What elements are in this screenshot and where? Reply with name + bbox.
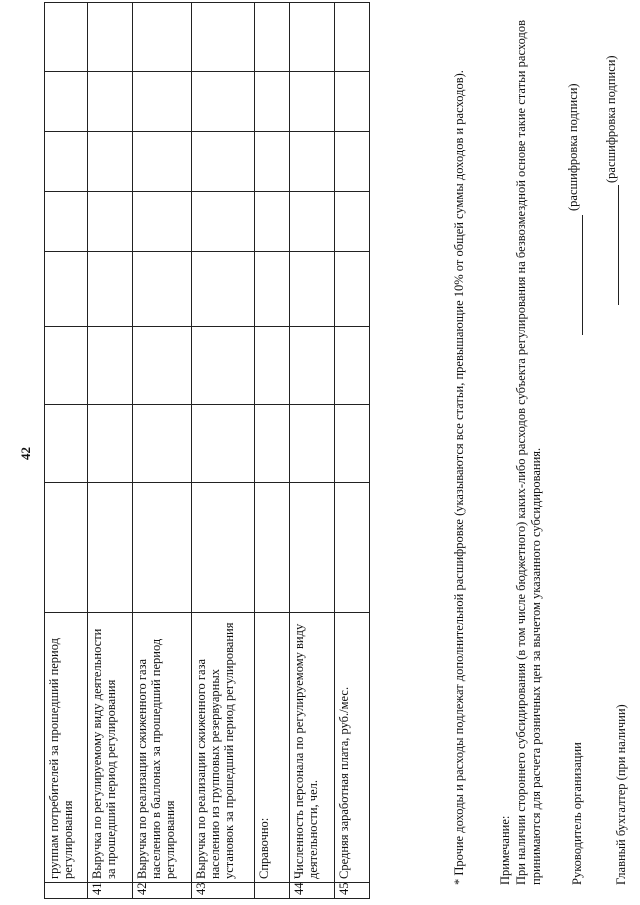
value-cell xyxy=(45,72,88,132)
signature-line-director xyxy=(570,215,583,335)
value-cell xyxy=(45,252,88,327)
data-table xyxy=(44,2,370,899)
value-cell xyxy=(133,405,192,483)
value-cell xyxy=(133,483,192,613)
value-cell xyxy=(45,483,88,613)
row-number xyxy=(45,883,88,899)
table-row xyxy=(88,3,133,899)
row-number: 42 xyxy=(133,883,192,899)
signature-role-director: Руководитель организации xyxy=(570,742,584,885)
value-cell xyxy=(255,132,290,192)
row-label: Выручка по реализации сжиженного газа населению в баллонах за прошедший период регулирования xyxy=(133,613,192,883)
row-number: 45 xyxy=(335,883,370,899)
row-number: 43 xyxy=(192,883,255,899)
value-cell xyxy=(192,405,255,483)
value-cell xyxy=(45,405,88,483)
value-cell xyxy=(88,132,133,192)
note-title: Примечание: xyxy=(498,815,512,885)
value-cell xyxy=(88,72,133,132)
value-cell xyxy=(45,132,88,192)
footnote: * Прочие доходы и расходы подлежат дополнительной расшифровке (указываются все статьи, превышающие 10% от общей суммы доходов и расходов). xyxy=(452,70,466,885)
note-text: При наличии стороннего субсидирования (в том числе бюджетного) каких-либо расходов субъекта регулирования на безвозмездной основе такие статьи расходов принимаются для расчета розничных цен за вычетом указанного субсидирования. xyxy=(514,20,543,885)
value-cell xyxy=(192,327,255,405)
table-row xyxy=(133,3,192,899)
value-cell xyxy=(88,252,133,327)
value-cell xyxy=(88,192,133,252)
value-cell xyxy=(192,483,255,613)
value-cell xyxy=(88,405,133,483)
value-cell xyxy=(255,483,290,613)
value-cell xyxy=(192,132,255,192)
value-cell xyxy=(335,327,370,405)
row-label: Средняя заработная плата, руб./мес. xyxy=(335,613,370,883)
value-cell xyxy=(45,192,88,252)
value-cell xyxy=(335,483,370,613)
value-cell xyxy=(133,192,192,252)
table-row xyxy=(45,3,88,899)
value-cell xyxy=(45,327,88,405)
value-cell xyxy=(255,405,290,483)
value-cell xyxy=(255,192,290,252)
value-cell xyxy=(335,192,370,252)
table-row xyxy=(335,3,370,899)
value-cell xyxy=(192,72,255,132)
row-number xyxy=(255,883,290,899)
signature-line-accountant xyxy=(606,185,619,305)
value-cell xyxy=(192,3,255,72)
signature-role-accountant: Главный бухгалтер (при наличии) xyxy=(614,704,628,885)
value-cell xyxy=(335,252,370,327)
row-number: 41 xyxy=(88,883,133,899)
row-label: Выручка по регулируемому виду деятельности за прошедший период регулирования xyxy=(88,613,133,883)
value-cell xyxy=(335,132,370,192)
value-cell xyxy=(133,3,192,72)
value-cell xyxy=(133,327,192,405)
row-label: Численность персонала по регулируемому виду деятельности, чел. xyxy=(290,613,335,883)
row-number: 44 xyxy=(290,883,335,899)
value-cell xyxy=(88,327,133,405)
value-cell xyxy=(335,72,370,132)
value-cell xyxy=(255,72,290,132)
signature-caption-director: (расшифровка подписи) xyxy=(566,83,580,211)
value-cell xyxy=(88,483,133,613)
value-cell xyxy=(133,252,192,327)
value-cell xyxy=(255,3,290,72)
value-cell xyxy=(335,405,370,483)
signature-caption-accountant: (расшифровка подписи) xyxy=(604,55,618,183)
value-cell xyxy=(255,252,290,327)
value-cell xyxy=(133,132,192,192)
value-cell xyxy=(335,3,370,72)
row-label: Справочно: xyxy=(255,613,290,883)
value-cell xyxy=(290,132,335,192)
value-cell xyxy=(290,192,335,252)
value-cell xyxy=(45,3,88,72)
row-label: группам потребителей за прошедший период регулирования xyxy=(45,613,88,883)
row-label: Выручка по реализации сжиженного газа населению из групповых резервуарных установок за прошедший период регулирования xyxy=(192,613,255,883)
value-cell xyxy=(290,72,335,132)
value-cell xyxy=(290,3,335,72)
value-cell xyxy=(290,327,335,405)
value-cell xyxy=(290,405,335,483)
value-cell xyxy=(255,327,290,405)
value-cell xyxy=(88,3,133,72)
value-cell xyxy=(290,252,335,327)
table-row xyxy=(192,3,255,899)
value-cell xyxy=(133,72,192,132)
table-row xyxy=(290,3,335,899)
value-cell xyxy=(290,483,335,613)
value-cell xyxy=(192,192,255,252)
page-number: 42 xyxy=(18,447,33,460)
value-cell xyxy=(192,252,255,327)
table-row xyxy=(255,3,290,899)
